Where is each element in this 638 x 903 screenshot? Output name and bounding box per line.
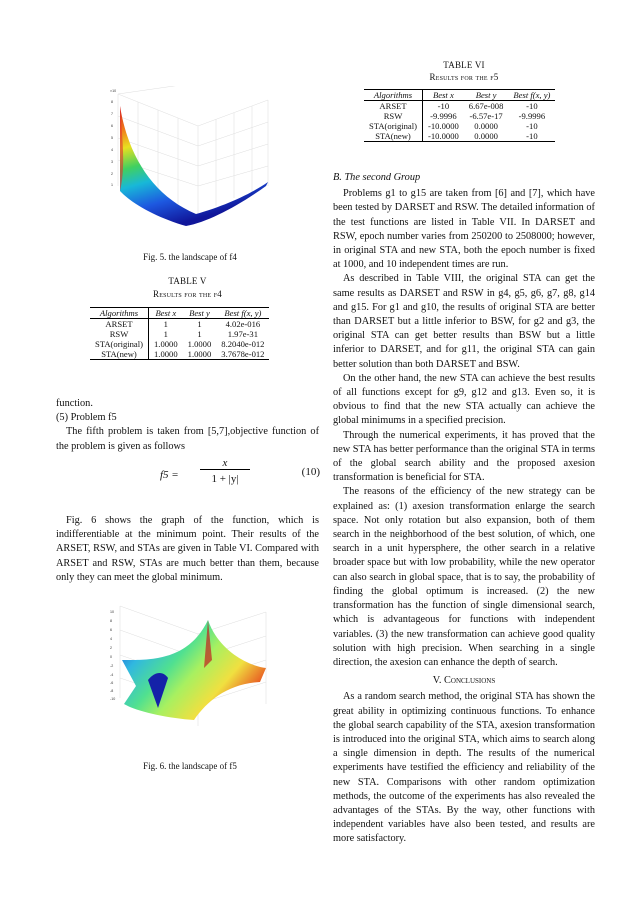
svg-text:6: 6 xyxy=(110,628,112,632)
paragraph: As described in Table VIII, the original STA can get the same results as DARSET and RSW in g4, g5, g6, g7, g8, g14 and g15. For g1 and g10, the results of original STA are better than DARSET but a little inferior to BSW, for g2 and g3, the original STA can get better results than BSW but a little inferior to DARSET, and for g11, the original STA can gain better solution than both DARSET and BSW. xyxy=(333,273,595,370)
equation-10: f5 = x 1 + |y| (10) xyxy=(160,457,320,485)
table-cell: 1.0000 xyxy=(187,339,212,349)
table-cell: 1.0000 xyxy=(183,349,217,360)
svg-text:8: 8 xyxy=(111,100,113,104)
table-cell: 1.97e-31 xyxy=(227,329,259,339)
table-cell: 3.7678e-012 xyxy=(216,349,269,360)
svg-text:8: 8 xyxy=(110,619,112,623)
svg-text:2: 2 xyxy=(110,646,112,650)
right-body-text xyxy=(333,171,595,847)
fig5-caption: Fig. 5. the landscape of f4 xyxy=(143,252,237,262)
table-cell: -9.9996 xyxy=(430,111,457,121)
figure-5 xyxy=(108,86,278,238)
table-cell: 0.0000 xyxy=(464,131,509,142)
svg-text:7: 7 xyxy=(111,112,113,116)
paragraph: The reasons of the efficiency of the new strategy can be explained as: (1) axesion transformation enlarge the search space. Not only rotation but also expansion, both of them search in the neighborhood of the best solution, of which, one search in a unit hypersphere, the other search in a relative broader space but with low probability, while the new operator can also search in global space, that is to say, the probability of finding the global optimum is increased. (2) the new transformation has the function of single dimensional search, which is advantageous for functions with independent variables. (3) the new transformation can achieve good quality solution with high precision. When searching in a single direction, the axesion can enhance the depth of search. xyxy=(333,486,595,668)
fig5-ticks xyxy=(110,89,116,187)
table5-title: TABLE V xyxy=(168,276,207,286)
fig6-ticks xyxy=(110,610,115,701)
section-heading-b: B. The second Group xyxy=(333,172,421,183)
table-row xyxy=(364,101,555,112)
table6-title: TABLE VI xyxy=(443,60,485,70)
table5-header: Best y xyxy=(183,308,217,319)
table-cell: 4.02e-016 xyxy=(225,319,261,329)
table-cell: ARSET xyxy=(364,101,423,112)
table-cell: -9.9996 xyxy=(518,111,546,121)
table-row xyxy=(364,131,555,142)
left-body-text-2 xyxy=(56,514,319,585)
figure-6 xyxy=(108,600,274,746)
table-cell: RSW xyxy=(90,329,149,339)
table-cell: 1 xyxy=(197,329,202,339)
svg-text:6: 6 xyxy=(111,124,113,128)
table-row xyxy=(90,339,269,349)
table-cell: -10.0000 xyxy=(423,131,464,142)
svg-text:-10: -10 xyxy=(110,697,116,701)
section-heading-conclusions: V. Conclusions xyxy=(432,675,496,687)
f5-surface-plot xyxy=(108,600,274,746)
table-cell: STA(new) xyxy=(90,349,149,360)
table-cell: 1.0000 xyxy=(149,349,183,360)
table-cell: 8.2040e-012 xyxy=(221,339,265,349)
table6-header: Best f(x, y) xyxy=(508,90,555,101)
problem-heading: (5) Problem f5 xyxy=(56,412,117,424)
table-cell: RSW xyxy=(364,111,423,121)
paragraph: Problems g1 to g15 are taken from [6] and [7], which have been tested by DARSET and RSW. The detailed information of the test functions are listed in Table VII. In DARSET and RSW, epoch number varies from 250200 to 2508000; however, in original STA and new STA, both the epoch number is fixed at 1000, and 10 independent times are run. xyxy=(333,188,595,271)
table-row xyxy=(90,319,269,330)
table-cell: -10 xyxy=(508,131,555,142)
table-cell: -10.0000 xyxy=(428,121,459,131)
table-row xyxy=(90,349,269,360)
table5-subtitle: Results for the f4 xyxy=(153,289,222,299)
paragraph: The fifth problem is taken from [5,7],objective function of the problem is given as follows xyxy=(56,426,319,452)
table-cell: -6.57e-17 xyxy=(469,111,503,121)
table-cell: 0.0000 xyxy=(474,121,498,131)
table5-header: Algorithms xyxy=(90,308,149,319)
text-line: function. xyxy=(56,398,93,409)
table5-header: Best f(x, y) xyxy=(216,308,269,319)
svg-text:-4: -4 xyxy=(110,673,114,677)
table-cell: STA(new) xyxy=(364,131,423,142)
svg-text:10: 10 xyxy=(110,610,114,614)
table6 xyxy=(364,89,555,142)
table-cell: 1 xyxy=(163,319,168,329)
table-cell: 1 xyxy=(163,329,168,339)
table-cell: -10 xyxy=(526,121,538,131)
paragraph: On the other hand, the new STA can achieve the best results of all functions except for g9, g12 and g13. Even so, it is obvious to find that the new STA actually can achieve the global minimums in a specified precision. xyxy=(333,372,595,427)
svg-text:2: 2 xyxy=(111,172,113,176)
table6-header: Best y xyxy=(464,90,509,101)
svg-text:5: 5 xyxy=(111,136,113,140)
table5-header: Best x xyxy=(149,308,183,319)
svg-text:1: 1 xyxy=(111,183,113,187)
table-cell: -10 xyxy=(437,101,450,111)
fig6-caption: Fig. 6. the landscape of f5 xyxy=(143,761,237,771)
table6-header: Algorithms xyxy=(364,90,423,101)
paragraph: Through the numerical experiments, it has proved that the new STA has better performance than the original STA in terms of the global search ability and the proposed axesion transformation is beneficial for STA. xyxy=(333,429,595,484)
f4-surface-plot xyxy=(108,86,278,238)
table-cell: STA(original) xyxy=(90,339,149,349)
table5 xyxy=(90,307,269,360)
table-cell: 1 xyxy=(197,319,202,329)
table-row xyxy=(364,121,555,131)
paragraph: As a random search method, the original STA has shown the great ability in optimizing continuous functions. To enhance the global search capability of the STA, axesion transformation is introduced into the original STA, which aims to search along a single dimension in depth. The results of the numerical experiments have testified the efficiency and reliability of the new STA. Comparisons with other random optimization methods, the outcome of the experiments has also revealed the advantages of the STAs. By the way, other functions with independent variables have also been tested, and results are more satisfactory. xyxy=(333,691,595,845)
table-cell: 1.0000 xyxy=(154,339,178,349)
table6-subtitle: Results for the f5 xyxy=(429,72,499,82)
svg-text:0: 0 xyxy=(110,655,112,659)
table-cell: ARSET xyxy=(90,319,149,330)
fig5-zlabel: ×10 xyxy=(110,89,117,93)
svg-text:-6: -6 xyxy=(110,681,114,685)
table-cell: -10 xyxy=(526,101,538,111)
svg-text:-2: -2 xyxy=(110,664,114,668)
table-row xyxy=(364,111,555,121)
table-cell: STA(original) xyxy=(364,121,423,131)
svg-text:4: 4 xyxy=(111,148,113,152)
svg-text:4: 4 xyxy=(110,637,112,641)
table-cell: 6.67e-008 xyxy=(468,101,504,111)
paragraph: Fig. 6 shows the graph of the function, which is indifferentiable at the minimum point. Their results of the ARSET, RSW, and STAs are given in Table VI. Compared with ARSET and RSW, STAs are much better than them, because only they can meet the global minimum. xyxy=(56,515,319,583)
table6-header: Best x xyxy=(423,90,464,101)
svg-text:3: 3 xyxy=(111,160,113,164)
left-body-text xyxy=(56,397,319,454)
table-row xyxy=(90,329,269,339)
svg-text:-8: -8 xyxy=(110,689,114,693)
